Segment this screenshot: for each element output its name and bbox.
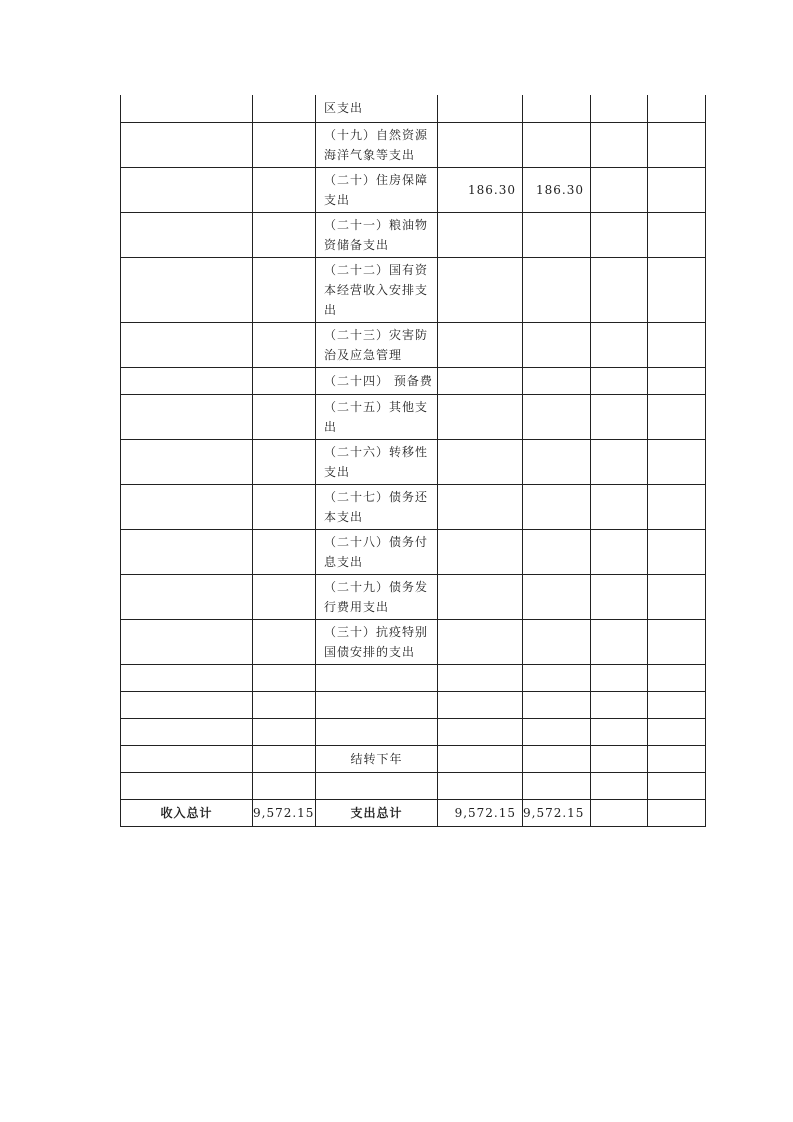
expense-item: （二十）住房保障支出: [316, 167, 438, 212]
table-row: [121, 212, 706, 257]
table-row: [121, 718, 706, 745]
expense-item: （二十五）其他支出: [316, 394, 438, 439]
expense-value: [438, 367, 523, 394]
budget-table: [120, 95, 706, 827]
expense-value: [523, 619, 591, 664]
expense-value: [523, 257, 591, 322]
table-row: [121, 167, 706, 212]
table-row: [121, 691, 706, 718]
expense-value: [438, 619, 523, 664]
income-total-value: 9,572.15: [253, 799, 316, 826]
expense-item: （二十九）债务发行费用支出: [316, 574, 438, 619]
expense-value: [438, 529, 523, 574]
expense-value: [438, 212, 523, 257]
expense-item: （十九）自然资源海洋气象等支出: [316, 122, 438, 167]
expense-value: [438, 394, 523, 439]
expense-value: [523, 394, 591, 439]
expense-item: （二十三）灾害防治及应急管理: [316, 322, 438, 367]
expense-value: [438, 257, 523, 322]
expense-value: [523, 212, 591, 257]
expense-item: （二十八）债务付息支出: [316, 529, 438, 574]
expense-value: [438, 95, 523, 122]
expense-item: （二十一）粮油物资储备支出: [316, 212, 438, 257]
expense-value: [523, 484, 591, 529]
carry-forward-label: 结转下年: [316, 745, 438, 772]
expense-value: [523, 574, 591, 619]
expense-value: [523, 529, 591, 574]
expense-value: [438, 574, 523, 619]
expense-total-value: 9,572.15: [523, 799, 591, 826]
table-row: [121, 367, 706, 394]
expense-value: [523, 439, 591, 484]
table-row: [121, 257, 706, 322]
expense-item: （二十四） 预备费: [316, 367, 438, 394]
table-row: [121, 529, 706, 574]
table-row: [121, 439, 706, 484]
table-row: [121, 745, 706, 772]
expense-item: （二十二）国有资本经营收入安排支出: [316, 257, 438, 322]
expense-value: 186.30: [438, 167, 523, 212]
expense-total-value: 9,572.15: [438, 799, 523, 826]
expense-item: （二十七）债务还本支出: [316, 484, 438, 529]
table-row: [121, 574, 706, 619]
table-row: [121, 772, 706, 799]
expense-value: [523, 367, 591, 394]
expense-value: [523, 122, 591, 167]
table-row: [121, 664, 706, 691]
expense-value: [438, 322, 523, 367]
expense-item: 区支出: [316, 95, 438, 122]
table-row: [121, 322, 706, 367]
expense-item: （三十）抗疫特别国债安排的支出: [316, 619, 438, 664]
expense-value: [523, 95, 591, 122]
table-row: [121, 619, 706, 664]
expense-value: [438, 122, 523, 167]
table-row: [121, 95, 706, 122]
totals-row: [121, 799, 706, 826]
expense-value: [438, 439, 523, 484]
expense-value: [523, 322, 591, 367]
expense-value: [438, 484, 523, 529]
table-row: [121, 122, 706, 167]
expense-total-label: 支出总计: [316, 799, 438, 826]
income-total-label: 收入总计: [121, 799, 253, 826]
table-row: [121, 484, 706, 529]
expense-item: （二十六）转移性支出: [316, 439, 438, 484]
table-row: [121, 394, 706, 439]
expense-value: 186.30: [523, 167, 591, 212]
